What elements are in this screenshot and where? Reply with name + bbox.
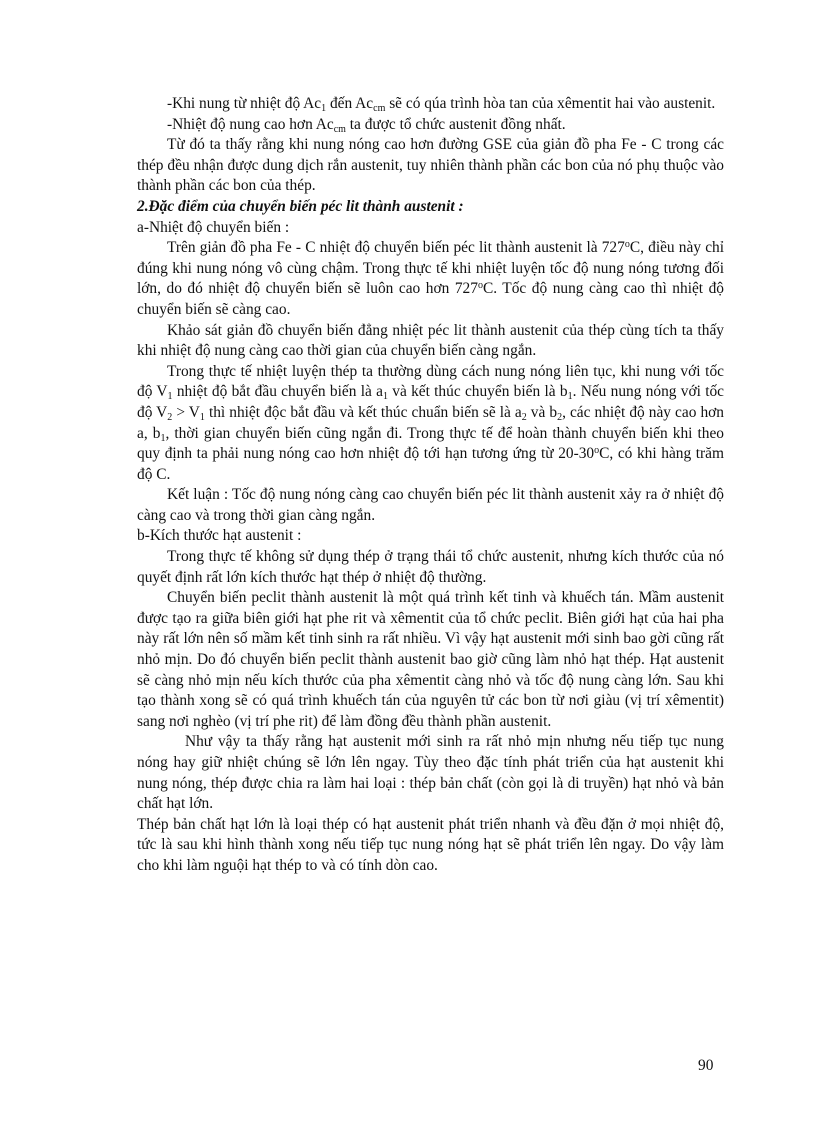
paragraph-ac1-accm: -Khi nung từ nhiệt độ $Ac_1$ đến $Ac_{cm}$ sẽ có qúa trình hòa tan của xêmentit hai vào austenit.	[167, 95, 716, 114]
page-number: 90	[698, 1057, 714, 1074]
paragraph-above-accm: -Nhiệt độ nung cao hơn $Ac_{cm}$ ta được tổ chức austenit đồng nhất.	[167, 115, 566, 135]
paragraph-gse-conclusion: Từ đó ta thấy rằng khi nung nóng cao hơn đường GSE của giản đồ pha Fe - C trong các thép đều nhận được dung dịch rắn austenit, tuy nhiên thành phần các bon của nó phụ thuộc vào thành phần các bon của thép.	[137, 136, 724, 195]
paragraph-continuous-heating: Trong thực tế nhiệt luyện thép ta thường dùng cách nung nóng liên tục, khi nung với tốc độ $V_1$ nhiệt độ bắt đầu chuyển biến là $a_1$ và kết thúc chuyển biến là $b_1$. Nếu nung nóng với tốc độ $V_2 > V_1$ thì nhiệt độc bắt đầu và kết thúc chuẩn biến sẽ là $a_2$ và $b_2$, các nhiệt độ này cao hơn a, $b_1$, thời gian chuyển biến cũng ngắn đi. Trong thực tế để hoàn thành chuyển biến khi theo quy định ta phải nung nóng cao hơn nhiệt độ tới hạn tương ứng từ 20-30$^o$C, có khi hàng trăm độ C.	[137, 362, 725, 483]
paragraph-grain-growth: Như vậy ta thấy rằng hạt austenit mới sinh ra rất nhỏ mịn nhưng nếu tiếp tục nung nóng hay giữ nhiệt chúng sẽ lớn lên ngay. Tùy theo đặc tính phát triển của hạt austenit khi nung nóng, thép được chia ra làm hai loại : thép bản chất (còn gọi là di truyền) hạt nhỏ và bản chất hạt lớn.	[137, 733, 724, 813]
subheading-a: a-Nhiệt độ chuyển biến :	[137, 218, 290, 236]
paragraph-nucleation: Chuyển biến peclit thành austenit là một quá trình kết tinh và khuếch tán. Mầm austenit được tạo ra giữa biên giới hạt phe rit và xêmentit của tổ chức peclit. Biên giới hạt của hai pha này rất lớn nên số mầm kết tinh sinh ra rất nhiều. Vì vậy hạt austenit mới sinh bao gời cũng rất nhỏ mịn. Do đó chuyển biến peclit thành austenit bao giờ cũng làm nhỏ hạt thép. Hạt austenit sẽ càng nhỏ mịn nếu kích thước của pha xêmentit càng nhỏ và tốc độ nung càng lớn. Sau khi tạo thành xong sẽ có quá trình khuếch tán của nguyên tử các bon từ nơi giàu (vị trí xêmentit) sang nơi nghèo (vị trí phe rit) để làm đồng đều thành phần austenit.	[137, 589, 724, 730]
paragraph-grain-size-intro: Trong thực tế không sử dụng thép ở trạng thái tổ chức austenit, nhưng kích thước của nó quyết định rất lớn kích thước hạt thép ở nhiệt độ thường.	[137, 548, 724, 586]
section-heading: 2.Đặc điểm của chuyển biến péc lit thành austenit :	[137, 197, 464, 215]
subheading-b: b-Kích thước hạt austenit :	[137, 527, 302, 545]
paragraph-coarse-grain-steel: Thép bản chất hạt lớn là loại thép có hạt austenit phát triển nhanh và đều đặn ở mọi nhiệt độ, tức là sau khi hình thành xong nếu tiếp tục nung nóng hạt sẽ phát triển lên ngay. Do vậy làm cho khi làm nguội hạt thép to và có tính dòn cao.	[137, 815, 724, 874]
paragraph-727: Trên giản đồ pha Fe - C nhiệt độ chuyển biến péc lit thành austenit là 727$^o$C, điều này chỉ đúng khi nung nóng vô cùng chậm. Trong thực tế khi nhiệt luyện tốc độ nung nóng tương đối lớn, do đó nhiệt độ chuyển biến sẽ luôn cao hơn 727$^o$C. Tốc độ nung càng cao thì nhiệt độ chuyển biến sẽ càng cao.	[137, 239, 725, 318]
paragraph-conclusion: Kết luận : Tốc độ nung nóng càng cao chuyển biến péc lit thành austenit xảy ra ở nhiệt độ càng cao và trong thời gian càng ngắn.	[137, 486, 724, 524]
page-body	[137, 94, 724, 877]
paragraph-isothermal: Khảo sát giản đồ chuyển biến đẳng nhiệt péc lit thành austenit của thép cùng tích ta thấy khi nhiệt độ nung càng cao thời gian của chuyển biến càng ngắn.	[137, 321, 724, 360]
